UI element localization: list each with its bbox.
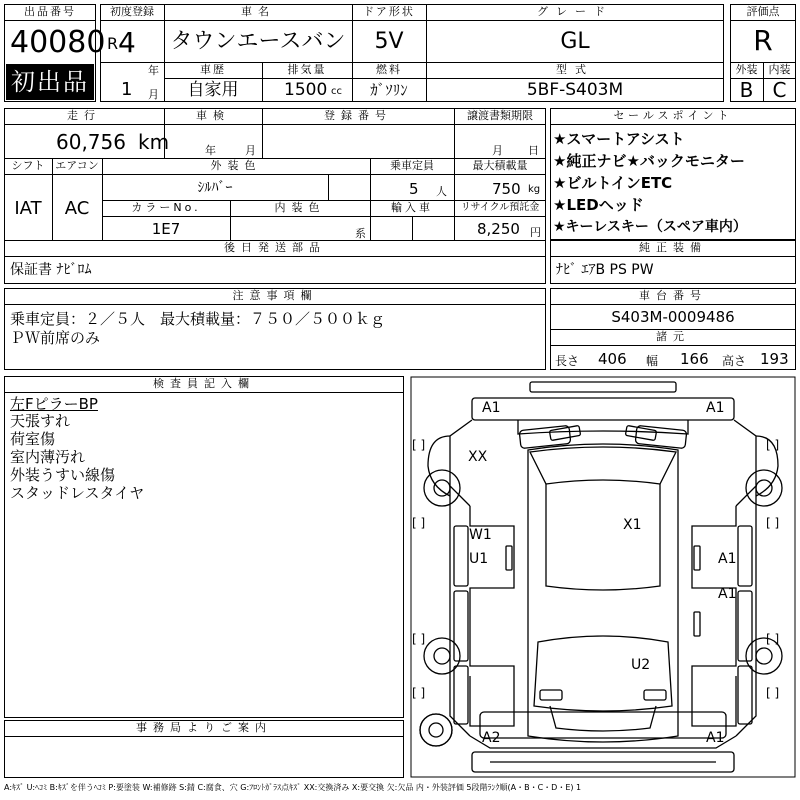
inspector-line-5: 外装うすい線傷: [10, 466, 116, 484]
bracket-right-mid: [ ]: [766, 516, 780, 530]
mark-rear-quarter-right: U2: [631, 657, 651, 673]
equipment-value: ﾅﾋﾞ ｴｱB PS PW: [556, 262, 654, 278]
lot-label: 出品番号: [24, 5, 76, 18]
selling-point-2: ★純正ナビ★バックモニター: [553, 152, 745, 170]
later-parts: 保証書 ﾅﾋﾞﾛﾑ: [10, 262, 92, 278]
mileage-label: 走行: [67, 109, 101, 122]
office-label: 事務局よりご案内: [136, 721, 272, 734]
shift: IAT: [14, 198, 42, 219]
notes-line-1: 乗車定員：２／５人 最大積載量：７５０／５００ｋｇ: [10, 310, 386, 328]
model-code-label: 型式: [556, 63, 594, 76]
ac-label: エアコン: [55, 159, 99, 172]
inspection-month-unit: 月: [245, 144, 256, 157]
doc-deadline-label: 譲渡書類期限: [467, 109, 533, 122]
year-unit: 年: [148, 64, 159, 77]
mark-rear-left: A2: [482, 730, 501, 746]
selling-point-4: ★LEDヘッド: [553, 196, 644, 214]
displacement-label: 排気量: [287, 63, 327, 76]
door-label: ドア形状: [363, 5, 415, 18]
length-label: 長さ: [555, 354, 580, 368]
inspection-label: 車検: [196, 109, 230, 122]
interior-grade: C: [772, 78, 787, 102]
inspector-line-6: スタッドレスタイヤ: [10, 484, 145, 502]
first-reg-label: 初度登録: [110, 5, 154, 18]
selling-point-1: ★スマートアシスト: [553, 130, 685, 148]
model-name: タウンエースバン: [170, 29, 346, 54]
model-code: 5BF-S403M: [526, 80, 624, 100]
inspector-line-4: 室内薄汚れ: [10, 448, 86, 466]
mark-rear-right: A1: [706, 730, 725, 746]
interior-color-label: 内装色: [274, 201, 326, 214]
history-label: 車歴: [200, 63, 226, 76]
bracket-right-bottom: [ ]: [766, 686, 780, 700]
inspection-year-unit: 年: [205, 144, 216, 157]
door-type: 5V: [374, 29, 404, 54]
model-label: 車名: [241, 5, 275, 18]
fuel: ｶﾞｿﾘﾝ: [370, 81, 408, 99]
width-label: 幅: [646, 354, 659, 368]
mark-windshield: X1: [623, 517, 642, 533]
dimensions-label: 諸元: [656, 330, 690, 343]
doc-month-unit: 月: [492, 144, 503, 157]
inspector-line-1: 左FピラーBP: [10, 395, 98, 413]
bracket-left-low: [ ]: [412, 632, 426, 646]
selling-point-3: ★ビルトインETC: [553, 174, 673, 192]
capacity: 5: [409, 180, 419, 198]
displacement: 1500: [284, 80, 328, 100]
inspector-label: 検査員記入欄: [153, 377, 255, 390]
first-reg-year: 4: [118, 26, 136, 59]
month-unit: 月: [148, 88, 159, 101]
first-listing-text: 初出品: [11, 68, 89, 96]
later-parts-label: 後日発送部品: [224, 241, 326, 254]
interior-color-unit: 系: [355, 227, 366, 240]
grade: GL: [560, 29, 590, 54]
notes-line-2: ＰＷ前席のみ: [10, 329, 101, 347]
mark-rear-door-right: A1: [718, 586, 737, 602]
doc-day-unit: 日: [528, 144, 539, 157]
max-load-unit: kg: [528, 184, 541, 195]
height: 193: [760, 350, 789, 368]
mark-front-door-left-2: U1: [469, 551, 489, 567]
displacement-unit: cc: [331, 86, 342, 97]
car-diagram: [410, 376, 796, 778]
capacity-label: 乗車定員: [390, 159, 434, 172]
chassis-number: S403M-0009486: [611, 308, 735, 326]
recycle-label: リサイクル預託金: [460, 202, 540, 213]
fuel-label: 燃料: [376, 63, 402, 76]
exterior-grade: B: [739, 78, 754, 102]
length: 406: [598, 350, 627, 368]
shift-label: シフト: [11, 159, 45, 172]
color-no: 1E7: [151, 220, 181, 238]
history: 自家用: [187, 80, 239, 100]
mileage-unit: km: [138, 130, 170, 154]
legend: A:ｷｽﾞ U:ﾍｺﾐ B:ｷｽﾞを伴うﾍｺﾐ P:要塗装 W:補修跡 S:錆 C:腐食、穴 G:ﾌﾛﾝﾄｶﾞﾗｽ点ｷｽﾞ XX:交換済み X:要交換 欠:欠品 内・外装評価 5段階ﾗﾝｸ順(A・B・C・D・E) 1: [4, 783, 582, 792]
mileage: 60,756: [56, 130, 126, 154]
mark-front-fender-left: XX: [468, 449, 488, 465]
mark-front-door-left-1: W1: [469, 527, 492, 543]
inspector-line-3: 荷室傷: [10, 430, 56, 448]
mark-front-door-right: A1: [718, 551, 737, 567]
selling-point-5: ★キーレスキー（スペア車内）: [553, 219, 747, 235]
notes-label: 注意事項欄: [232, 289, 318, 302]
max-load-label: 最大積載量: [472, 159, 528, 172]
inspector-line-2: 天張すれ: [10, 412, 71, 430]
color-label: 外装色: [210, 159, 262, 172]
recycle: 8,250: [477, 220, 520, 238]
bracket-left-top: [ ]: [412, 438, 426, 452]
ac: AC: [64, 198, 90, 219]
mark-front-left: A1: [482, 400, 501, 416]
max-load: 750: [492, 180, 521, 198]
grade-label: グレード: [537, 5, 613, 18]
color: ｼﾙﾊﾞｰ: [197, 180, 233, 196]
mark-front-right: A1: [706, 400, 725, 416]
interior-grade-label: 内装: [768, 63, 791, 76]
height-label: 高さ: [722, 354, 747, 368]
color-no-label: カラーNo.: [131, 201, 201, 214]
score-label: 評価点: [746, 5, 780, 18]
width: 166: [680, 350, 709, 368]
recycle-unit: 円: [530, 226, 541, 239]
bracket-left-bottom: [ ]: [412, 686, 426, 700]
bracket-right-top: [ ]: [766, 438, 780, 452]
chassis-label: 車台番号: [639, 289, 707, 302]
first-reg-month: 1: [121, 79, 133, 100]
lot-number: 40080: [10, 25, 106, 60]
era: R: [107, 34, 119, 53]
equipment-label: 純正装備: [639, 241, 707, 254]
bracket-left-mid: [ ]: [412, 516, 426, 530]
capacity-unit: 人: [436, 185, 447, 198]
score: R: [753, 24, 773, 57]
selling-points-label: セールスポイント: [613, 109, 733, 122]
registration-label: 登録番号: [324, 109, 392, 122]
import-label: 輸入車: [391, 201, 433, 214]
bracket-right-low: [ ]: [766, 632, 780, 646]
exterior-grade-label: 外装: [735, 63, 758, 76]
